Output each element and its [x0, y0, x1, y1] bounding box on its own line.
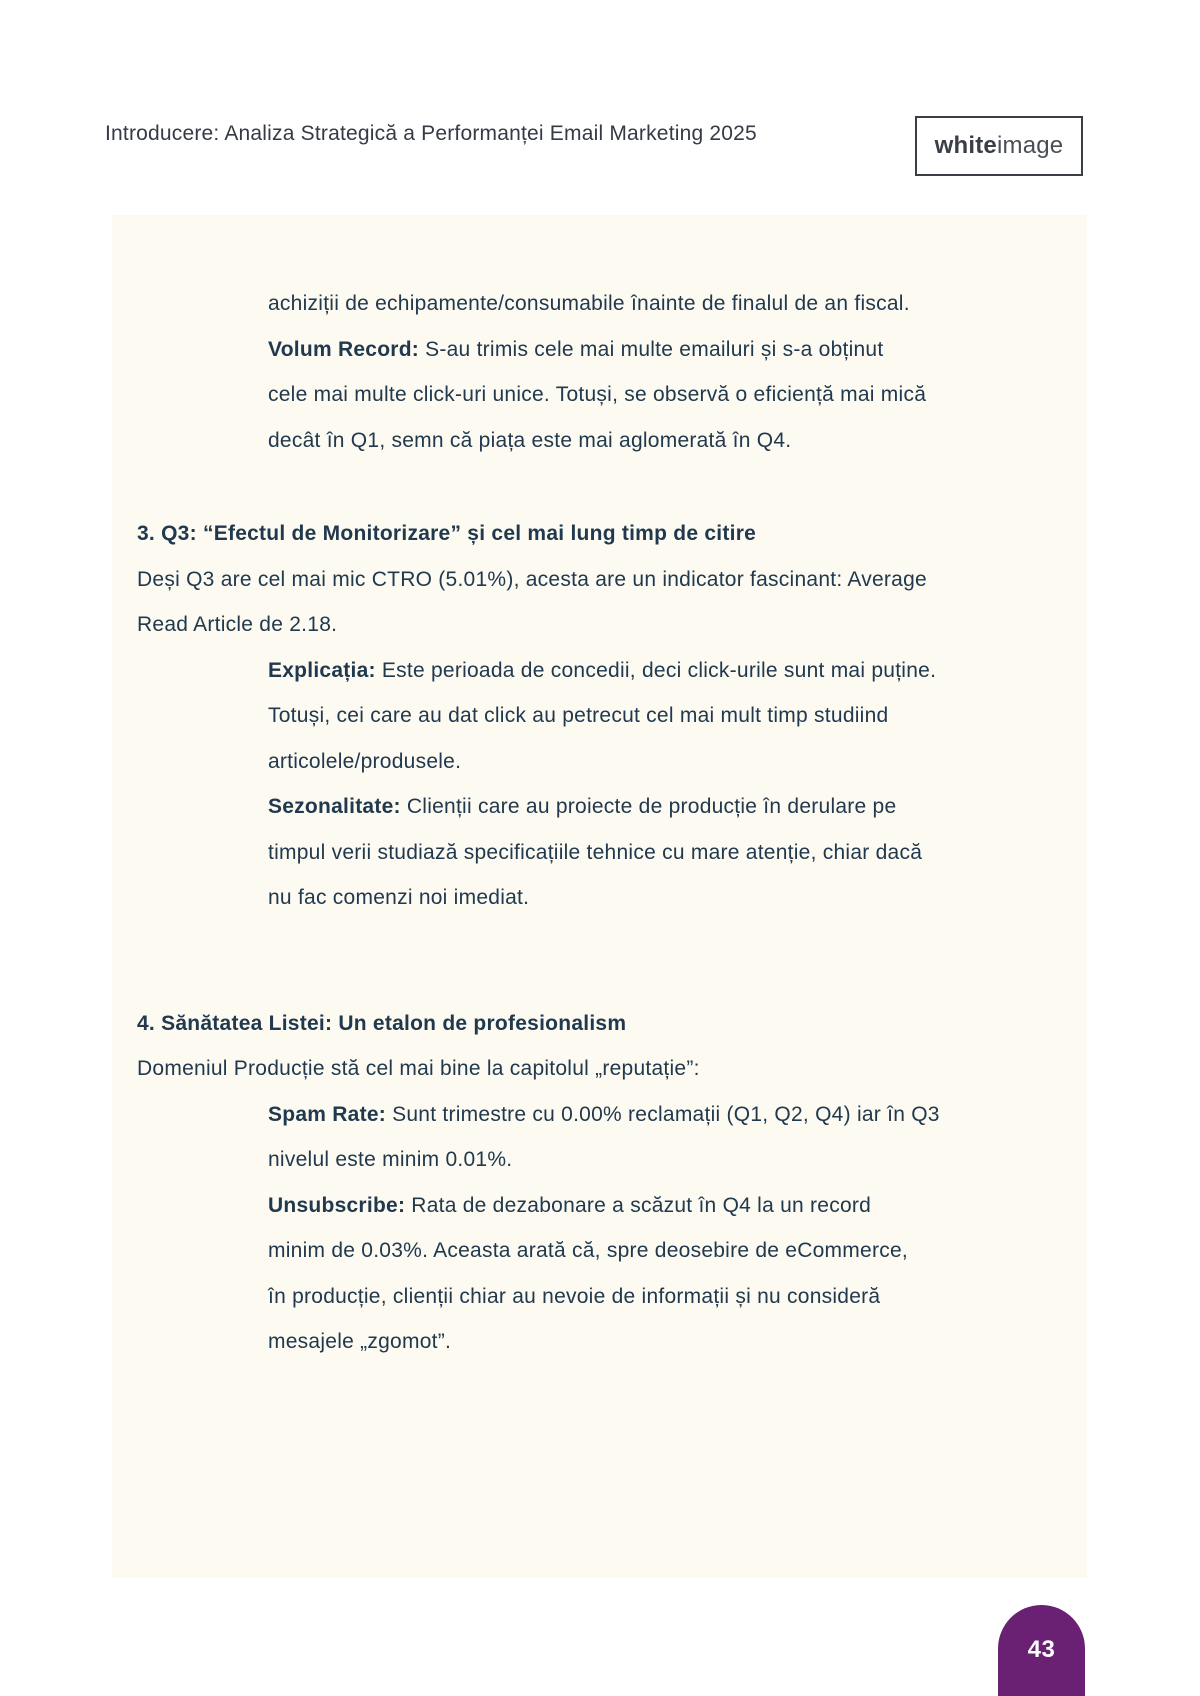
line-text: Totuși, cei care au dat click au petrecut cel mai mult timp studiind — [268, 704, 889, 727]
text-line — [268, 1137, 1057, 1183]
section-heading: 3. Q3: “Efectul de Monitorizare” și cel mai lung timp de citire — [137, 522, 757, 545]
text-line — [137, 1046, 1057, 1092]
text-line — [268, 1183, 1057, 1229]
text-line — [137, 602, 1057, 648]
page-number: 43 — [1027, 1636, 1056, 1663]
line-text: Clienții care au proiecte de producție în derulare pe — [400, 795, 897, 818]
text-line — [268, 372, 1057, 418]
logo-box — [915, 116, 1083, 176]
text-line — [268, 648, 1057, 694]
line-text: Sunt trimestre cu 0.00% reclamații (Q1, Q2, Q4) iar în Q3 — [386, 1102, 940, 1126]
line-text: în producție, clienții chiar au nevoie de informații și nu consideră — [268, 1284, 881, 1308]
line-text: Deși Q3 are cel mai mic CTRO (5.01%), acesta are un indicator fascinant: Average — [137, 567, 927, 591]
page-header — [105, 108, 1095, 178]
text-line — [268, 784, 1057, 830]
line-text: timpul verii studiază specificațiile tehnice cu mare atenție, chiar dacă — [268, 840, 923, 864]
text-line — [268, 327, 1057, 373]
text-line — [137, 557, 1057, 603]
line-text: cele mai multe click-uri unice. Totuși, se observă o eficiență mai mică — [268, 383, 927, 406]
line-text: S-au trimis cele mai multe emailuri și s-a obținut — [419, 337, 884, 361]
run-in-label: Spam Rate: — [268, 1102, 387, 1126]
line-text: decât în Q1, semn că piața este mai aglomerată în Q4. — [268, 428, 792, 452]
line-text: Domeniul Producție stă cel mai bine la capitolul „reputație”: — [137, 1057, 700, 1080]
text-line — [268, 418, 1057, 464]
line-text: nivelul este minim 0.01%. — [268, 1148, 513, 1171]
line-text: mesajele „zgomot”. — [268, 1330, 452, 1353]
logo-text-bold: white — [934, 132, 997, 159]
text-line — [268, 1319, 1057, 1365]
run-in-label: Sezonalitate: — [268, 795, 401, 818]
text-line — [268, 875, 1057, 921]
line-text: Rata de dezabonare a scăzut în Q4 la un record — [405, 1193, 872, 1217]
line-text: Este perioada de concedii, deci click-urile sunt mai puține. — [375, 658, 937, 682]
text-line — [268, 830, 1057, 876]
line-text: minim de 0.03%. Aceasta arată că, spre deosebire de eCommerce, — [268, 1239, 908, 1262]
logo-text-light: image — [996, 132, 1064, 159]
content-panel — [112, 215, 1087, 1578]
page-number-badge — [998, 1605, 1085, 1696]
run-in-label: Volum Record: — [268, 337, 420, 361]
run-in-label: Unsubscribe: — [268, 1193, 406, 1217]
section-heading: 4. Sănătatea Listei: Un etalon de profesionalism — [137, 1011, 627, 1035]
text-line — [268, 1274, 1057, 1320]
line-text: articolele/produsele. — [268, 749, 462, 773]
line-text: nu fac comenzi noi imediat. — [268, 886, 530, 909]
text-line — [268, 693, 1057, 739]
header-title: Introducere: Analiza Strategică a Performanței Email Marketing 2025 — [105, 122, 757, 145]
text-line — [268, 1092, 1057, 1138]
text-line — [268, 1228, 1057, 1274]
line-text: achiziții de echipamente/consumabile înainte de finalul de an fiscal. — [268, 292, 910, 315]
run-in-label: Explicația: — [268, 658, 376, 682]
line-text: Read Article de 2.18. — [137, 613, 338, 636]
text-line — [268, 739, 1057, 785]
text-line — [268, 281, 1057, 327]
